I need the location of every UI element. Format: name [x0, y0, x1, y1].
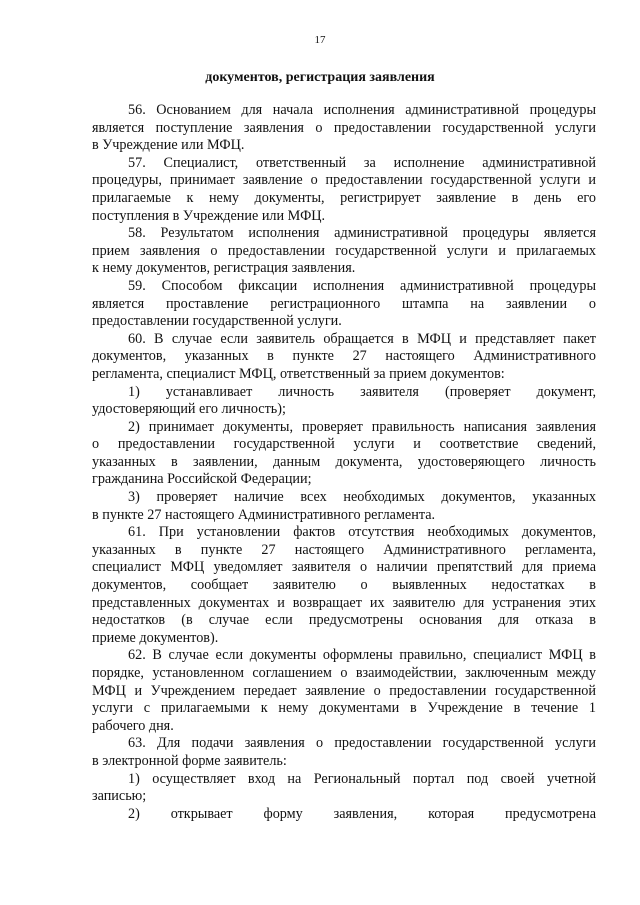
text-line: документов, сообщает заявителю о выявленных недостатках в [92, 577, 596, 594]
text-line: указанных в заявлении, данным документа, удостоверяющего личность [92, 453, 596, 470]
text-line: 2) принимает документы, проверяет правильность написания заявления [128, 418, 596, 435]
text-line: 56. Основанием для начала исполнения административной процедуры [128, 102, 596, 118]
paragraph [92, 155, 596, 225]
paragraph [92, 806, 596, 824]
paragraph [92, 384, 596, 419]
paragraph [92, 489, 596, 524]
paragraph [92, 278, 596, 331]
document-body [92, 102, 596, 823]
paragraph [92, 647, 596, 735]
text-line: порядке, установленном соглашением о взаимодействии, заключенным между [92, 665, 596, 681]
text-line: 2) открывает форму заявления, которая предусмотрена [128, 805, 596, 822]
text-line: 60. В случае если заявитель обращается в МФЦ и представляет пакет [128, 330, 596, 347]
text-line: к нему документов, регистрация заявления. [92, 260, 356, 277]
text-line: в электронной форме заявитель: [92, 752, 287, 769]
text-line: указанных в пункте 27 настоящего Административного регламента, [92, 541, 596, 558]
text-line: 3) проверяет наличие всех необходимых документов, указанных [128, 489, 596, 506]
text-line: рабочего дня. [92, 717, 174, 734]
text-line: услуги с прилагаемыми к нему документами в Учреждение в течение 1 [92, 700, 596, 717]
paragraph [92, 419, 596, 489]
text-line: МФЦ и Учреждением передает заявление о предоставлении государственной [92, 682, 596, 699]
text-line: 63. Для подачи заявления о предоставлении государственной услуги [128, 735, 596, 752]
text-line: поступления в Учреждение или МФЦ. [92, 207, 326, 224]
text-line: является поступление заявления о предоставлении государственной услуги [92, 119, 596, 136]
text-line: регламента, специалист МФЦ, ответственный за прием документов: [92, 365, 505, 382]
paragraph [92, 524, 596, 647]
paragraph [92, 771, 596, 806]
text-line: предоставлении государственной услуги. [92, 313, 342, 330]
paragraph [92, 225, 596, 278]
text-line: в Учреждение или МФЦ. [92, 137, 245, 154]
text-line: процедуры, принимает заявление о предоставлении государственной услуги и [92, 172, 596, 189]
text-line: является проставление регистрационного штампа на заявлении о [92, 295, 596, 312]
text-line: о предоставлении государственной услуги и соответствие сведений, [92, 436, 596, 453]
text-line: 61. При установлении фактов отсутствия необходимых документов, [128, 524, 596, 541]
text-line: 1) осуществляет вход на Региональный портал под своей учетной [128, 770, 596, 787]
text-line: специалист МФЦ уведомляет заявителя о наличии препятствий для приема [92, 559, 596, 576]
text-line: 59. Способом фиксации исполнения административной процедуры [128, 277, 596, 294]
text-line: представленных документах и возвращает их заявителю для устранения этих [92, 594, 596, 611]
text-line: записью; [92, 788, 147, 805]
paragraph [92, 102, 596, 155]
text-line: прием заявления о предоставлении государственной услуги и прилагаемых [92, 242, 596, 259]
text-line: прилагаемые к нему документы, регистрирует заявление в день его [92, 189, 596, 206]
text-line: гражданина Российской Федерации; [92, 471, 312, 488]
paragraph [92, 735, 596, 770]
text-line: приеме документов). [92, 629, 219, 646]
page-number: 17 [314, 34, 326, 46]
text-line: 57. Специалист, ответственный за исполнение административной [128, 154, 596, 171]
text-line: удостоверяющий его личность); [92, 401, 286, 418]
text-line: 1) устанавливает личность заявителя (проверяет документ, [128, 383, 596, 400]
text-line: документов, указанных в пункте 27 настоящего Административного [92, 348, 596, 365]
text-line: 58. Результатом исполнения административной процедуры является [128, 225, 596, 242]
text-line: в пункте 27 настоящего Административного регламента. [92, 506, 436, 523]
text-line: недостатков (в случае если предусмотрены основания для отказа в [92, 612, 596, 629]
paragraph [92, 331, 596, 384]
text-line: 62. В случае если документы оформлены правильно, специалист МФЦ в [128, 647, 596, 664]
section-heading: документов, регистрация заявления [205, 70, 435, 85]
